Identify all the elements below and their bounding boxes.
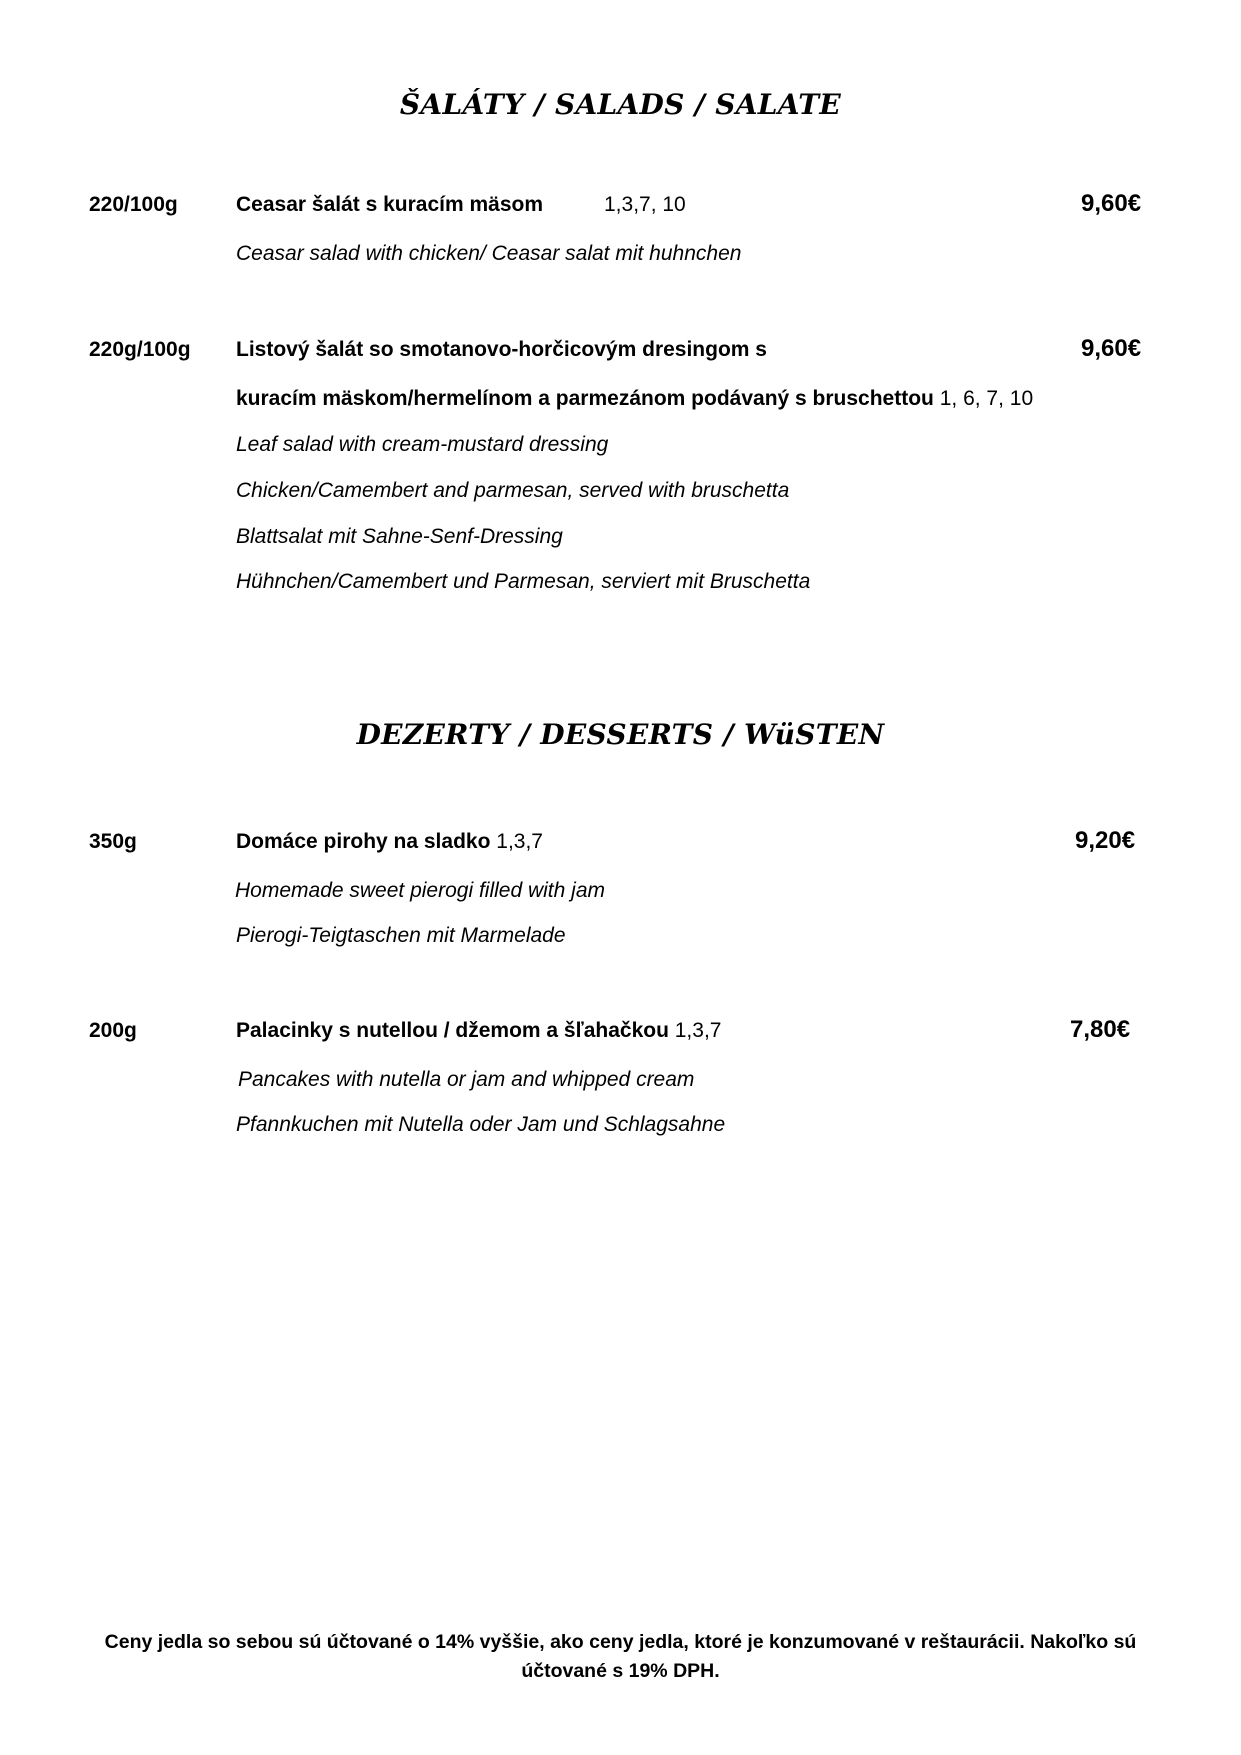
footer-line-1: Ceny jedla so sebou sú účtované o 14% vyššie, ako ceny jedla, ktoré je konzumované v reštaurácii. Nakoľko sú [104, 1631, 1137, 1653]
salad-2-description-1: Leaf salad with cream-mustard dressing [236, 433, 609, 456]
footer-line-2: účtované s 19% DPH. [521, 1660, 720, 1682]
dessert-2-name: Palacinky s nutellou / džemom a šľahačkou [236, 1019, 669, 1042]
salad-2-name-line1: Listový šalát so smotanovo-horčicovým dresingom s [236, 338, 767, 361]
dessert-2-description-2: Pfannkuchen mit Nutella oder Jam und Schlagsahne [236, 1113, 726, 1136]
salad-2-description-3: Blattsalat mit Sahne-Senf-Dressing [236, 525, 563, 548]
dessert-2-description-1: Pancakes with nutella or jam and whipped cream [238, 1068, 695, 1091]
salad-2-description-4: Hühnchen/Camembert und Parmesan, serviert mit Bruschetta [236, 570, 811, 593]
salads-heading: ŠALÁTY / SALADS / SALATE [399, 88, 842, 121]
dessert-2-name-row [236, 1019, 721, 1043]
dessert-2-allergens: 1,3,7 [674, 1019, 722, 1042]
price-note-footer [80, 1628, 1161, 1686]
dessert-1-allergens: 1,3,7 [496, 830, 543, 853]
dessert-1-name-row [236, 830, 543, 854]
dessert-2-price: 7,80€ [1070, 1016, 1131, 1043]
salad-1-allergens: 1,3,7, 10 [604, 193, 686, 216]
salad-2-description-2: Chicken/Camembert and parmesan, served with bruschetta [236, 479, 790, 502]
salad-2-allergens: 1, 6, 7, 10 [939, 387, 1034, 410]
dessert-2-weight: 200g [89, 1019, 137, 1042]
salad-1-name: Ceasar šalát s kuracím mäsom [236, 193, 544, 216]
dessert-1-weight: 350g [89, 830, 137, 853]
salad-2-name-line2: kuracím mäskom/hermelínom a parmezánom podávaný s bruschettou [236, 387, 934, 410]
dessert-1-name: Domáce pirohy na sladko [236, 830, 491, 853]
salad-1-description: Ceasar salad with chicken/ Ceasar salat mit huhnchen [236, 242, 742, 265]
dessert-1-description-2: Pierogi-Teigtaschen mit Marmelade [236, 924, 566, 947]
salad-2-name-line2-row [236, 387, 1033, 411]
salad-1-weight: 220/100g [89, 193, 178, 216]
salad-2-weight: 220g/100g [89, 338, 191, 361]
dessert-1-price: 9,20€ [1075, 827, 1136, 854]
salad-2-price: 9,60€ [1081, 335, 1142, 362]
desserts-heading: DEZERTY / DESSERTS / WüSTEN [356, 718, 885, 751]
dessert-1-description-1: Homemade sweet pierogi filled with jam [235, 879, 605, 902]
salad-1-price: 9,60€ [1081, 190, 1142, 217]
